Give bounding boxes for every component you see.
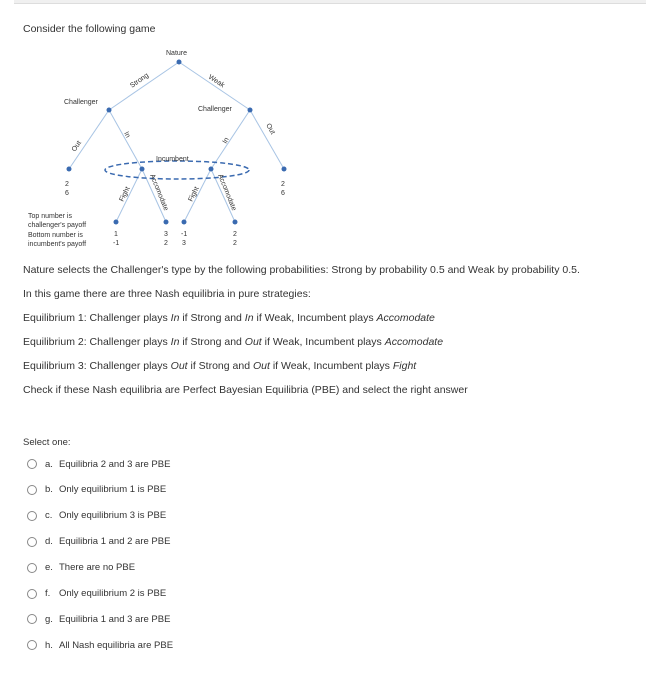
paragraph: Nature selects the Challenger's type by the following probabilities: Strong by probability 0.5 and Weak by probability 0.5. — [23, 264, 580, 276]
legend-line: Top number is — [28, 213, 72, 220]
radio-button[interactable] — [27, 485, 37, 495]
equilibrium-3: Equilibrium 3: Challenger plays Out if Strong and Out if Weak, Incumbent plays Fight — [23, 360, 417, 372]
option-text: Equilibria 2 and 3 are PBE — [59, 458, 171, 470]
equilibrium-1: Equilibrium 1: Challenger plays In if Strong and In if Weak, Incumbent plays Accomodate — [23, 312, 435, 324]
legend-line: challenger's payoff — [28, 222, 87, 229]
radio-button[interactable] — [27, 614, 37, 624]
svg-text:-1: -1 — [181, 231, 188, 238]
leaf-node — [114, 220, 119, 225]
leaf-node — [182, 220, 187, 225]
accomodate-label: Accomodate — [148, 173, 170, 212]
leaf-node — [282, 167, 287, 172]
incumbent-node — [140, 167, 145, 172]
svg-text:2: 2 — [281, 181, 285, 188]
out-label: Out — [70, 139, 83, 154]
option-text: Equilibria 1 and 3 are PBE — [59, 613, 171, 625]
radio-button[interactable] — [27, 459, 37, 469]
out-label: Out — [264, 122, 276, 136]
answer-option[interactable] — [27, 535, 170, 549]
fight-label: Fight — [187, 185, 201, 203]
answer-option[interactable] — [27, 457, 170, 471]
svg-text:1: 1 — [114, 231, 118, 238]
svg-text:2: 2 — [164, 240, 168, 247]
answer-option[interactable] — [27, 561, 135, 575]
answer-option[interactable] — [27, 483, 166, 497]
radio-button[interactable] — [27, 640, 37, 650]
option-letter: f. — [45, 588, 51, 599]
radio-button[interactable] — [27, 511, 37, 521]
svg-text:3: 3 — [182, 240, 186, 247]
challenger-label: Challenger — [64, 99, 98, 106]
legend-line: incumbent's payoff — [28, 241, 87, 248]
intro-text: Consider the following game — [23, 23, 156, 35]
option-letter: b. — [45, 484, 53, 496]
incumbent-label: Incumbent — [156, 156, 189, 163]
option-letter: h. — [45, 639, 53, 651]
select-label: Select one: — [23, 437, 71, 448]
answer-option[interactable] — [27, 587, 166, 601]
svg-text:2: 2 — [65, 181, 69, 188]
leaf-node — [164, 220, 169, 225]
answer-option[interactable] — [27, 638, 173, 652]
weak-label: Weak — [206, 73, 226, 90]
question-text: Check if these Nash equilibria are Perfect Bayesian Equilibria (PBE) and select the right answer — [23, 384, 468, 396]
challenger-label: Challenger — [198, 106, 232, 113]
svg-text:3: 3 — [164, 231, 168, 238]
answer-option[interactable] — [27, 612, 170, 626]
option-letter: d. — [45, 536, 53, 548]
option-letter: e. — [45, 562, 53, 574]
information-set — [105, 161, 249, 179]
answer-option[interactable] — [27, 509, 166, 523]
equilibrium-2: Equilibrium 2: Challenger plays In if Strong and Out if Weak, Incumbent plays Accomodate — [23, 336, 444, 348]
strong-label: Strong — [129, 72, 151, 90]
option-letter: c. — [45, 510, 53, 522]
nature-label: Nature — [166, 50, 188, 57]
radio-button[interactable] — [27, 537, 37, 547]
paragraph: In this game there are three Nash equilibria in pure strategies: — [23, 288, 311, 300]
leaf-node — [67, 167, 72, 172]
legend-line: Bottom number is — [28, 232, 83, 239]
svg-text:2: 2 — [233, 240, 237, 247]
option-text: Only equilibrium 3 is PBE — [59, 510, 167, 522]
option-letter: a. — [45, 458, 53, 470]
option-text: Only equilibrium 2 is PBE — [59, 588, 167, 599]
in-label: In — [122, 130, 132, 140]
fight-label: Fight — [118, 185, 132, 203]
nature-node — [177, 60, 182, 65]
svg-text:-1: -1 — [113, 240, 120, 247]
in-label: In — [221, 136, 231, 145]
svg-text:6: 6 — [281, 190, 285, 197]
radio-button[interactable] — [27, 563, 37, 573]
accomodate-label: Accomodate — [216, 173, 238, 212]
svg-text:6: 6 — [65, 190, 69, 197]
option-letter: g. — [45, 613, 53, 625]
challenger-node — [248, 108, 253, 113]
game-tree — [0, 0, 646, 260]
challenger-node — [107, 108, 112, 113]
leaf-node — [233, 220, 238, 225]
option-text: Equilibria 1 and 2 are PBE — [59, 536, 171, 548]
option-text: All Nash equilibria are PBE — [59, 639, 174, 651]
option-text: Only equilibrium 1 is PBE — [59, 484, 167, 496]
radio-button[interactable] — [27, 589, 37, 599]
incumbent-node — [209, 167, 214, 172]
option-text: There are no PBE — [59, 562, 136, 574]
svg-text:2: 2 — [233, 231, 237, 238]
